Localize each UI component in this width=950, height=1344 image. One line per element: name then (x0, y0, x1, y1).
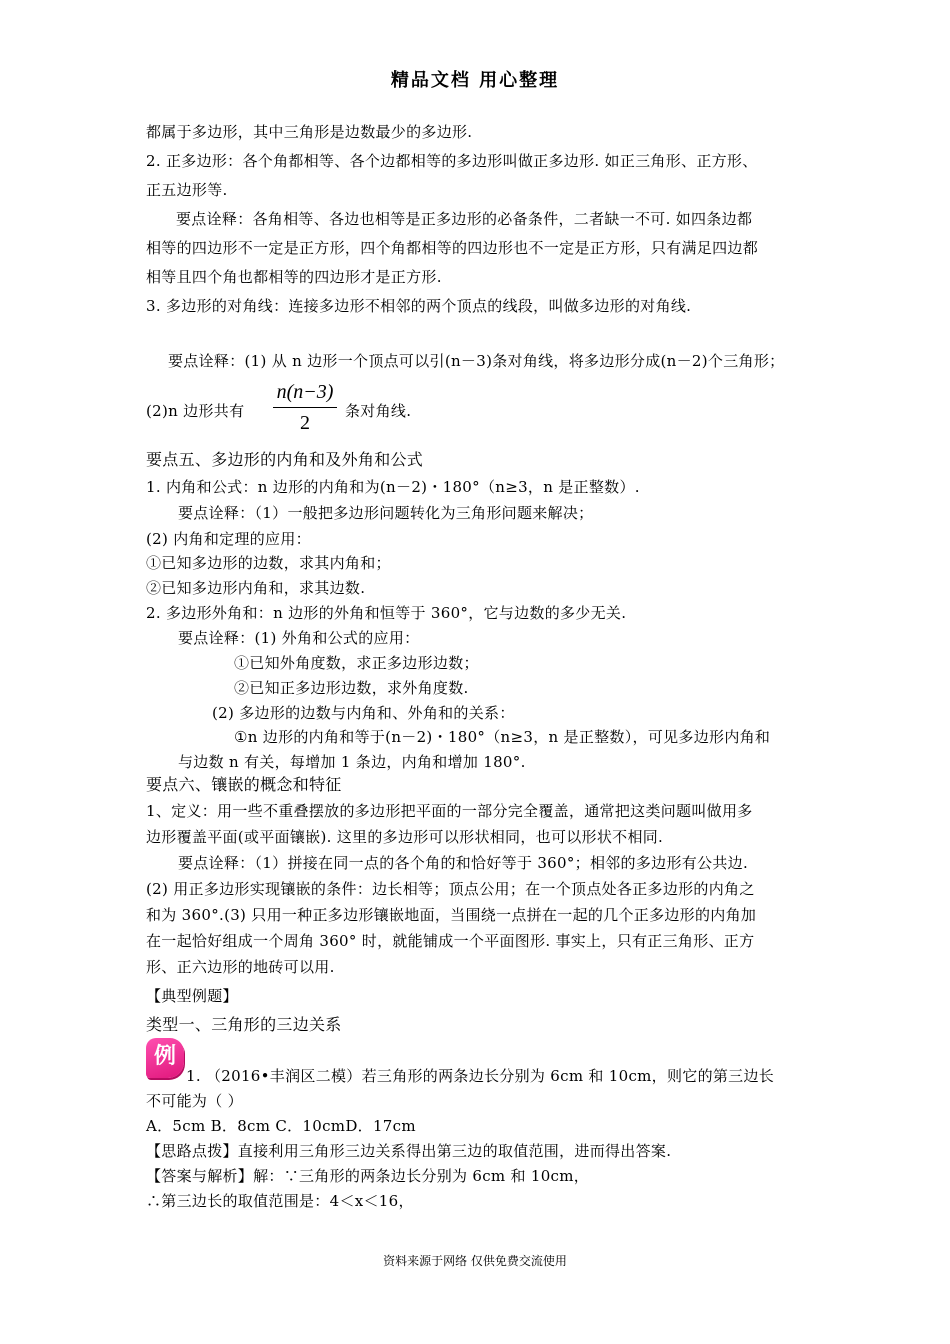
text-line: 和为 360°.(3) 只用一种正多边形镶嵌地面，当围绕一点拼在一起的几个正多边形的内角加 (146, 906, 757, 924)
text-line: 要点诠释：(1) 从 n 边形一个顶点可以引(n－3)条对角线，将多边形分成(n－2)个三角形； (168, 352, 785, 370)
text-line: 要点诠释：（1）拼接在同一点的各个角的和恰好等于 360°；相邻的多边形有公共边. (178, 854, 749, 872)
text-line: (2) 内角和定理的应用： (146, 530, 311, 548)
diagonal-count-fraction (273, 380, 337, 435)
example-badge-icon: 例 (146, 1038, 184, 1078)
text-line: ②已知正多边形边数，求外角度数. (234, 679, 469, 697)
section-heading: 要点六、镶嵌的概念和特征 (146, 775, 342, 794)
fraction-bar (273, 407, 337, 408)
solution-text: 【答案与解析】解：∵三角形的两条边长分别为 6cm 和 10cm， (146, 1167, 590, 1185)
fraction-denominator: 2 (300, 412, 310, 434)
text-line: 边形覆盖平面(或平面镶嵌). 这里的多边形可以形状相同，也可以形状不相同. (146, 828, 664, 846)
solution-text: ∴第三边长的取值范围是：4＜x＜16， (146, 1192, 414, 1210)
text-line: 2. 多边形外角和：n 边形的外角和恒等于 360°，它与边数的多少无关. (146, 604, 627, 622)
text-line: (2) 多边形的边数与内角和、外角和的关系： (212, 704, 515, 722)
section-heading: 类型一、三角形的三边关系 (146, 1015, 342, 1034)
text-line: (2)n 边形共有 (146, 402, 245, 420)
fraction-numerator: n(n−3) (276, 381, 334, 403)
text-line: 相等且四个角也都相等的四边形才是正方形. (146, 268, 442, 286)
hint-text: 【思路点拨】直接利用三角形三边关系得出第三边的取值范围，进而得出答案. (146, 1142, 672, 1160)
page-footer: 资料来源于网络 仅供免费交流使用 (383, 1254, 567, 1268)
text-line: 2. 正多边形：各个角都相等、各个边都相等的多边形叫做正多边形. 如正三角形、正方形、 (146, 152, 758, 170)
answer-options: A．5cm B．8cm C．10cmD．17cm (146, 1117, 416, 1135)
text-line: (2) 用正多边形实现镶嵌的条件：边长相等；顶点公用；在一个顶点处各正多边形的内角之 (146, 880, 755, 898)
question-text: 不可能为（ ） (146, 1092, 243, 1110)
text-line: 要点诠释：（1）一般把多边形问题转化为三角形问题来解决； (178, 504, 594, 522)
text-line: ①已知外角度数，求正多边形边数； (234, 654, 479, 672)
text-line: 正五边形等. (146, 181, 228, 199)
text-line: 条对角线. (345, 402, 412, 420)
text-line: 要点诠释：各角相等、各边也相等是正多边形的必备条件，二者缺一不可. 如四条边都 (176, 210, 753, 228)
text-line: ①已知多边形的边数，求其内角和； (146, 554, 391, 572)
text-line: 3. 多边形的对角线：连接多边形不相邻的两个顶点的线段，叫做多边形的对角线. (146, 297, 692, 315)
text-line: 相等的四边形不一定是正方形，四个角都相等的四边形也不一定是正方形，只有满足四边都 (146, 239, 759, 257)
text-line: ②已知多边形内角和，求其边数. (146, 579, 366, 597)
text-line: 形、正六边形的地砖可以用. (146, 958, 335, 976)
text-line: 1、定义：用一些不重叠摆放的多边形把平面的一部分完全覆盖，通常把这类问题叫做用多 (146, 802, 753, 820)
question-text: 1. （2016•丰润区二模）若三角形的两条边长分别为 6cm 和 10cm，则它的第三边长 (186, 1067, 775, 1085)
text-line: 与边数 n 有关，每增加 1 条边，内角和增加 180°. (178, 753, 526, 771)
page-header: 精品文档 用心整理 (390, 70, 560, 91)
section-heading: 要点五、多边形的内角和及外角和公式 (146, 450, 424, 469)
text-line: ①n 边形的内角和等于(n－2)・180°（n≥3，n 是正整数），可见多边形内角和 (234, 728, 771, 746)
text-line: 1. 内角和公式：n 边形的内角和为(n－2)・180°（n≥3，n 是正整数）. (146, 478, 640, 496)
text-line: 要点诠释：(1) 外角和公式的应用： (178, 629, 420, 647)
text-line: 都属于多边形，其中三角形是边数最少的多边形. (146, 123, 473, 141)
text-line: 在一起恰好组成一个周角 360° 时，就能铺成一个平面图形. 事实上，只有正三角形、正方 (146, 932, 755, 950)
section-label: 【典型例题】 (146, 987, 238, 1005)
